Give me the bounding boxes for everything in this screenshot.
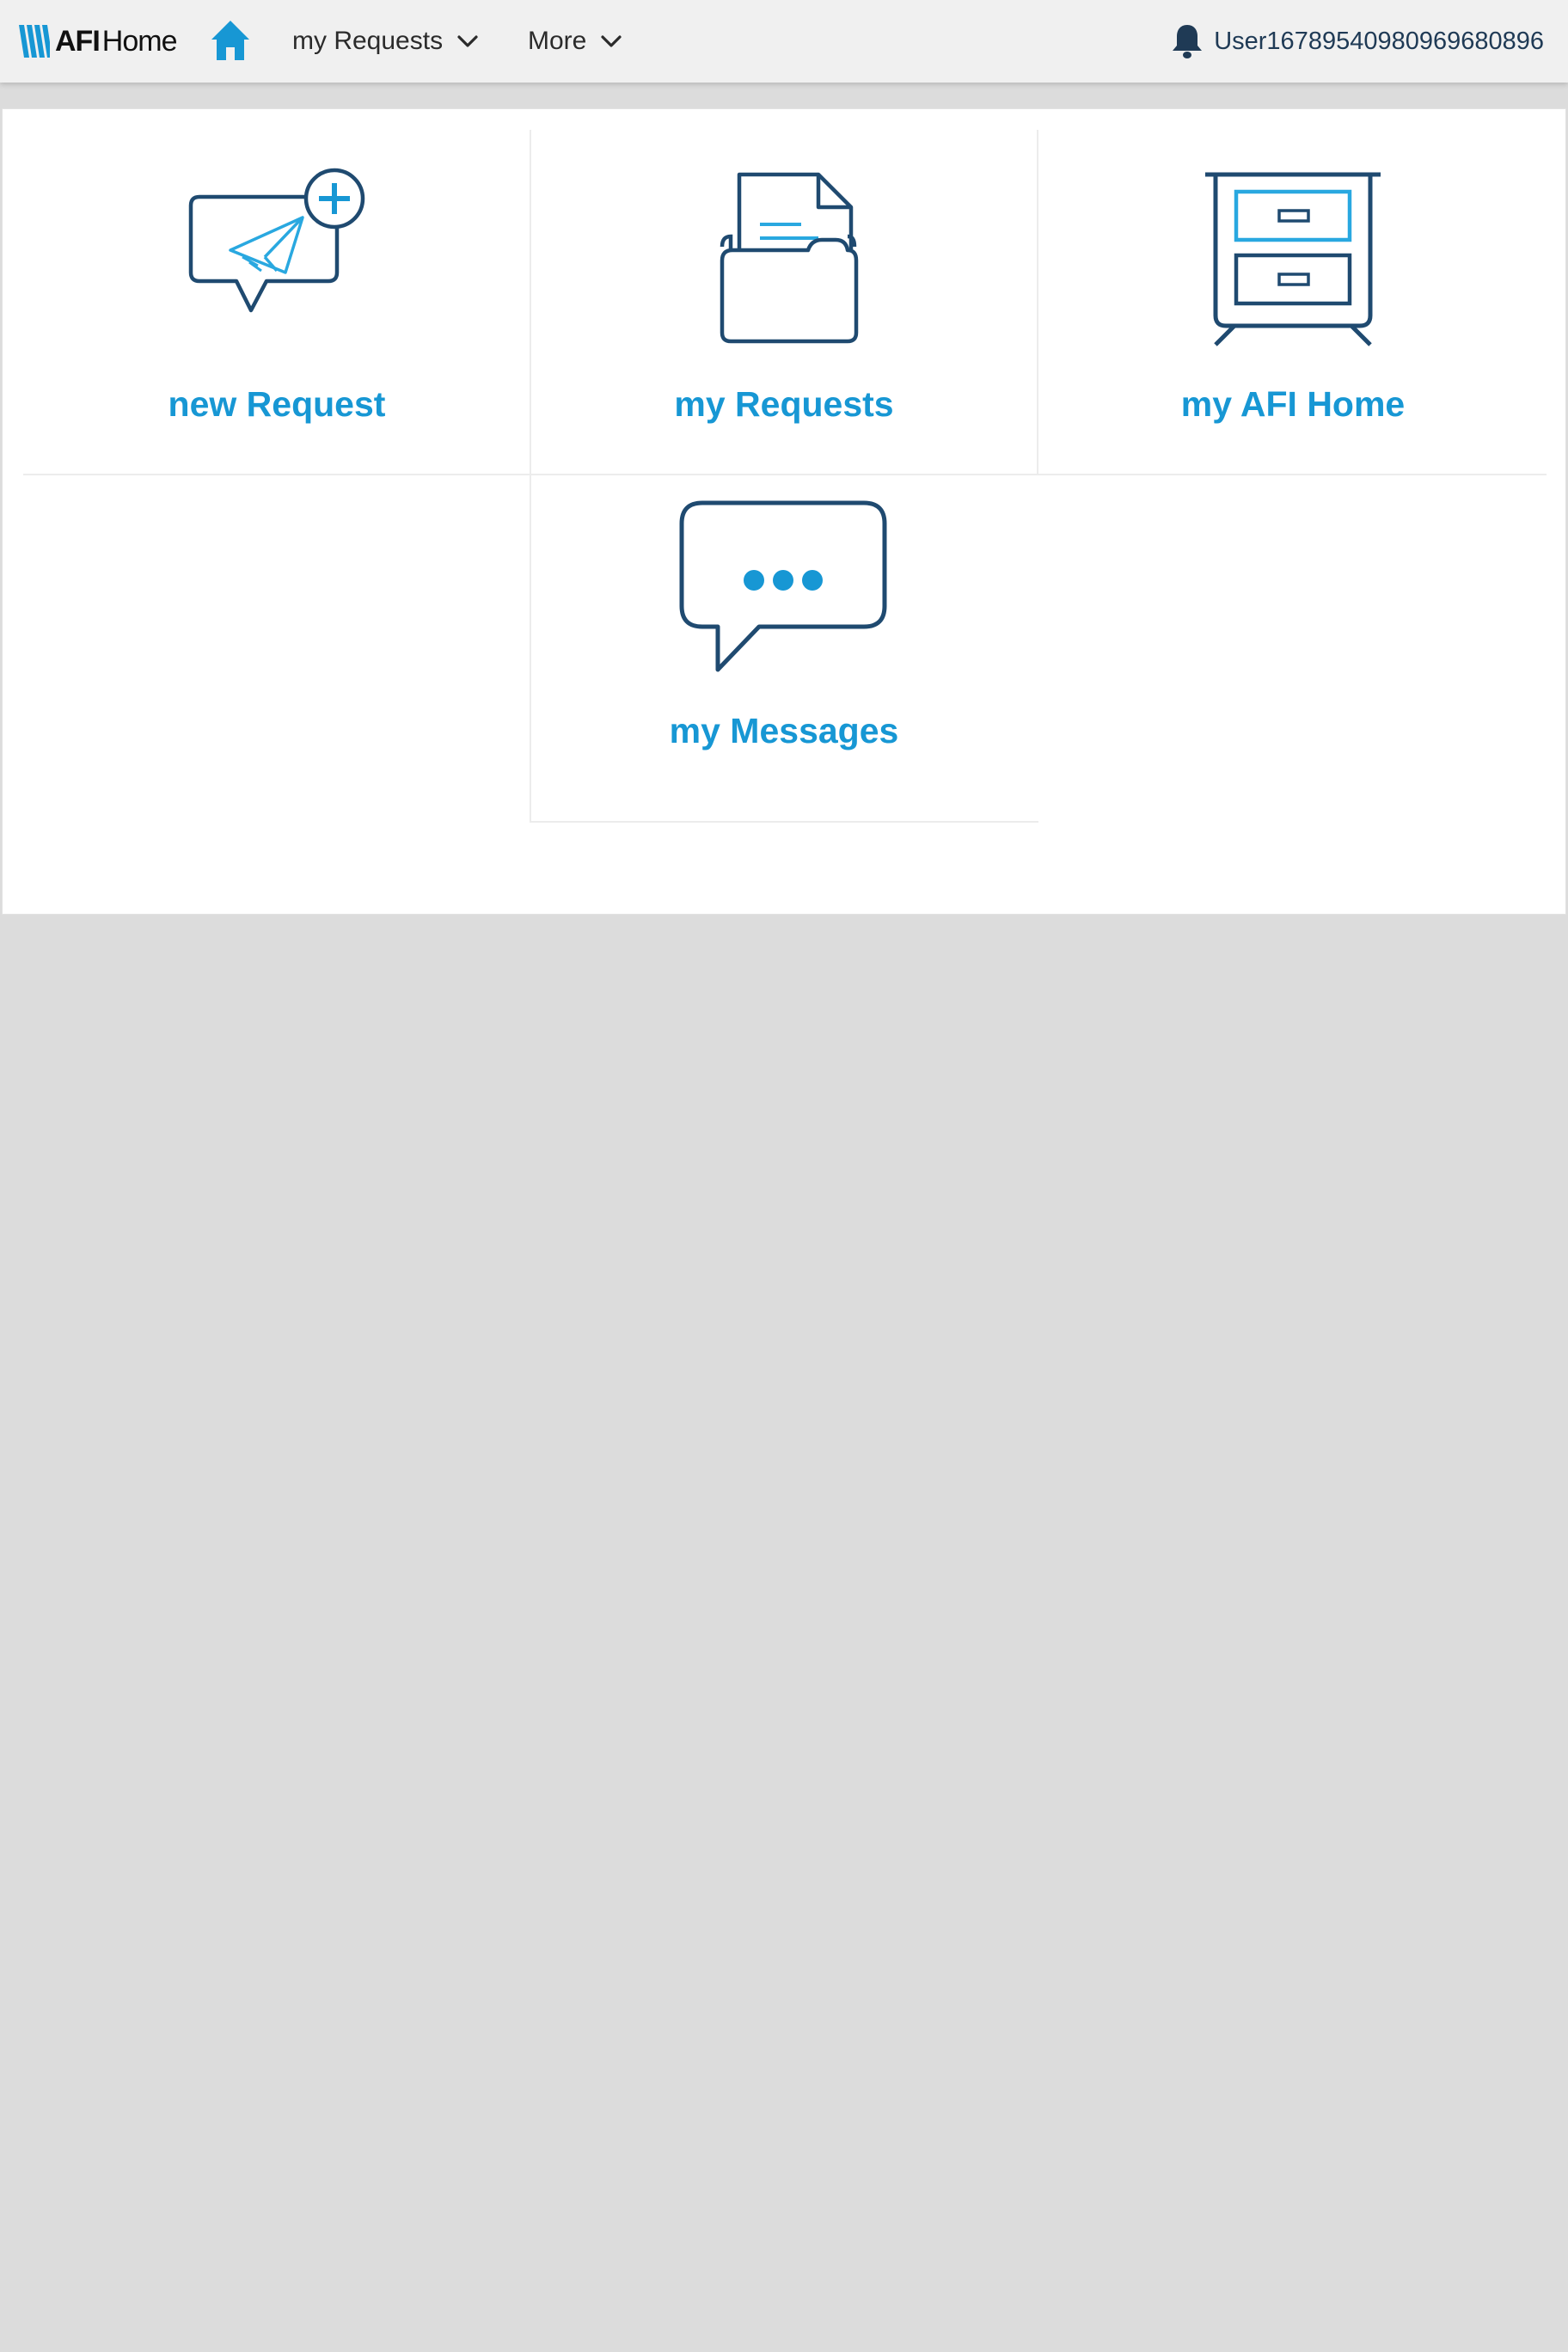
nav-menu-my-requests[interactable] bbox=[292, 22, 479, 60]
nav-menu-label: More bbox=[528, 27, 587, 55]
chevron-down-icon bbox=[600, 34, 622, 49]
grid-divider bbox=[23, 474, 1547, 475]
grid-divider bbox=[530, 821, 1038, 823]
top-navigation-bar bbox=[0, 0, 1568, 83]
afi-logo-icon bbox=[19, 25, 50, 58]
logo-text-home: Home bbox=[101, 25, 177, 58]
tile-my-requests[interactable] bbox=[530, 130, 1038, 474]
tile-label: my Messages bbox=[669, 711, 899, 750]
user-account-name[interactable]: User16789540980969680896 bbox=[1214, 28, 1544, 55]
home-icon[interactable] bbox=[210, 19, 251, 62]
tile-my-afi-home[interactable] bbox=[1039, 130, 1547, 474]
dashboard-panel bbox=[2, 108, 1566, 915]
document-folder-icon bbox=[707, 164, 861, 345]
tile-label: my AFI Home bbox=[1180, 384, 1406, 424]
nav-menu-more[interactable] bbox=[528, 22, 622, 60]
afi-home-logo[interactable] bbox=[19, 24, 176, 58]
tile-my-messages[interactable] bbox=[530, 477, 1038, 821]
nav-menu-label: my Requests bbox=[292, 27, 444, 55]
chat-paper-plane-plus-icon bbox=[182, 166, 371, 338]
tile-label: new Request bbox=[168, 384, 386, 424]
bell-icon[interactable] bbox=[1169, 22, 1205, 60]
filing-cabinet-icon bbox=[1198, 162, 1387, 352]
tile-new-request[interactable] bbox=[23, 130, 530, 474]
logo-text-afi: AFI bbox=[55, 25, 100, 58]
chevron-down-icon bbox=[456, 34, 479, 49]
chat-bubble-dots-icon bbox=[677, 498, 891, 678]
tile-label: my Requests bbox=[674, 384, 894, 424]
